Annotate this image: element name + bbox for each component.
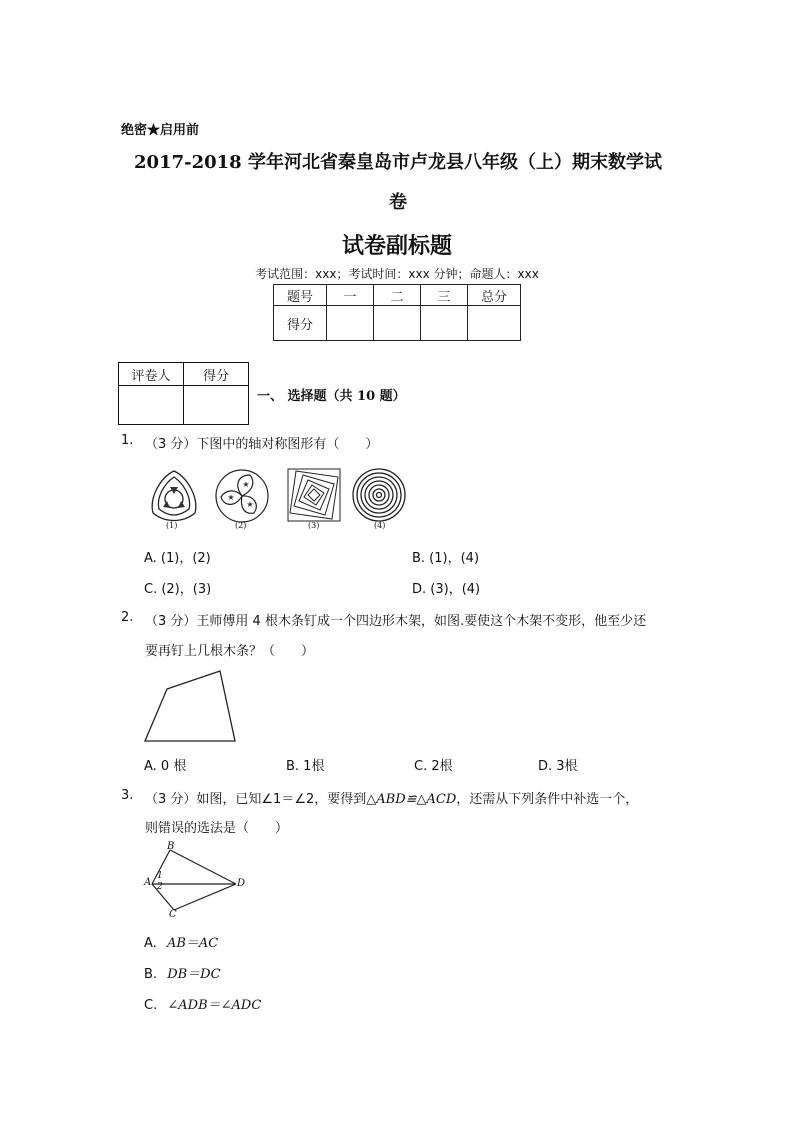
question-number: 3. xyxy=(121,788,134,803)
q1-figure-4 xyxy=(351,467,407,523)
option-d[interactable]: D. 3根 xyxy=(538,759,578,774)
score-header-cell: 总分 xyxy=(468,285,521,306)
score-header-cell: 一 xyxy=(327,285,374,306)
q1-figure-3 xyxy=(286,467,342,523)
figure-label: (1) xyxy=(166,521,178,530)
option-letter: C. xyxy=(144,998,158,1013)
option-expression: DB＝DC xyxy=(167,967,221,982)
question-text-cont: 则错误的选法是（ ） xyxy=(145,821,289,836)
score-header-cell: 题号 xyxy=(274,285,327,306)
exam-info: 考试范围：xxx；考试时间：xxx 分钟；命题人：xxx xyxy=(255,267,539,281)
score-header-cell: 二 xyxy=(374,285,421,306)
option-d[interactable]: D. (3)，(4) xyxy=(412,582,481,597)
score-cell xyxy=(468,306,521,341)
svg-text:★: ★ xyxy=(227,493,235,502)
option-b[interactable]: B. 1根 xyxy=(286,759,325,774)
point-label-a: A xyxy=(144,877,152,888)
point-label-b: B xyxy=(167,841,175,852)
option-c[interactable] xyxy=(144,994,261,1013)
q2-quadrilateral-figure xyxy=(140,668,240,744)
option-expression: ∠ADB＝∠ADC xyxy=(167,998,262,1013)
option-c[interactable]: C. (2)，(3) xyxy=(144,582,212,597)
exam-subtitle: 试卷副标题 xyxy=(341,233,452,259)
exam-title-line1: 2017-2018 学年河北省秦皇岛市卢龙县八年级（上）期末数学试 xyxy=(134,152,662,173)
section-title: 一、 选择题（共 10 题） xyxy=(257,389,406,404)
secret-label: 绝密★启用前 xyxy=(121,123,200,138)
congruence-expression: △ABD≌△ACD xyxy=(366,792,457,807)
q1-figure-1 xyxy=(143,467,205,529)
svg-text:★: ★ xyxy=(246,500,254,509)
grader-cell xyxy=(184,386,249,425)
option-b[interactable]: B. (1)，(4) xyxy=(412,551,480,566)
figure-label: (4) xyxy=(374,521,386,530)
svg-text:★: ★ xyxy=(242,480,250,489)
option-a[interactable] xyxy=(144,932,218,951)
question-text: （3 分）王师傅用 4 根木条钉成一个四边形木架，如图.要使这个木架不变形，他至少还 xyxy=(145,614,647,629)
option-letter: A. xyxy=(144,936,157,951)
score-cell xyxy=(327,306,374,341)
score-cell xyxy=(374,306,421,341)
score-table xyxy=(273,284,521,341)
point-label-d: D xyxy=(237,878,246,889)
option-expression: AB＝AC xyxy=(166,936,219,951)
option-b[interactable] xyxy=(144,963,221,982)
angle-label-1: 1 xyxy=(157,871,163,881)
grader-cell xyxy=(119,386,184,425)
score-header-cell: 三 xyxy=(421,285,468,306)
point-label-c: C xyxy=(169,909,177,920)
question-text: （3 分）下图中的轴对称图形有（ ） xyxy=(145,437,379,452)
question-text-cont: 要再钉上几根木条？（ ） xyxy=(145,644,315,659)
option-c[interactable]: C. 2根 xyxy=(414,759,453,774)
question-text-part: ，还需从下列条件中补选一个， xyxy=(456,792,639,807)
grader-header-cell: 评卷人 xyxy=(119,363,184,386)
question-number: 2. xyxy=(121,610,134,625)
grader-header-cell: 得分 xyxy=(184,363,249,386)
exam-title-line2: 卷 xyxy=(389,192,407,213)
figure-label: (3) xyxy=(308,521,320,530)
question-text-part: （3 分）如图，已知∠1＝∠2，要得到 xyxy=(145,792,367,807)
score-row-label: 得分 xyxy=(274,306,327,341)
grader-table xyxy=(118,362,249,425)
angle-label-2: 2 xyxy=(157,882,163,892)
figure-label: (2) xyxy=(235,521,247,530)
question-text xyxy=(145,788,638,807)
question-number: 1. xyxy=(121,433,134,448)
option-a[interactable]: A. (1)，(2) xyxy=(144,551,211,566)
option-letter: B. xyxy=(144,967,158,982)
score-cell xyxy=(421,306,468,341)
q1-figure-2 xyxy=(212,467,272,527)
option-a[interactable]: A. 0 根 xyxy=(144,759,187,774)
